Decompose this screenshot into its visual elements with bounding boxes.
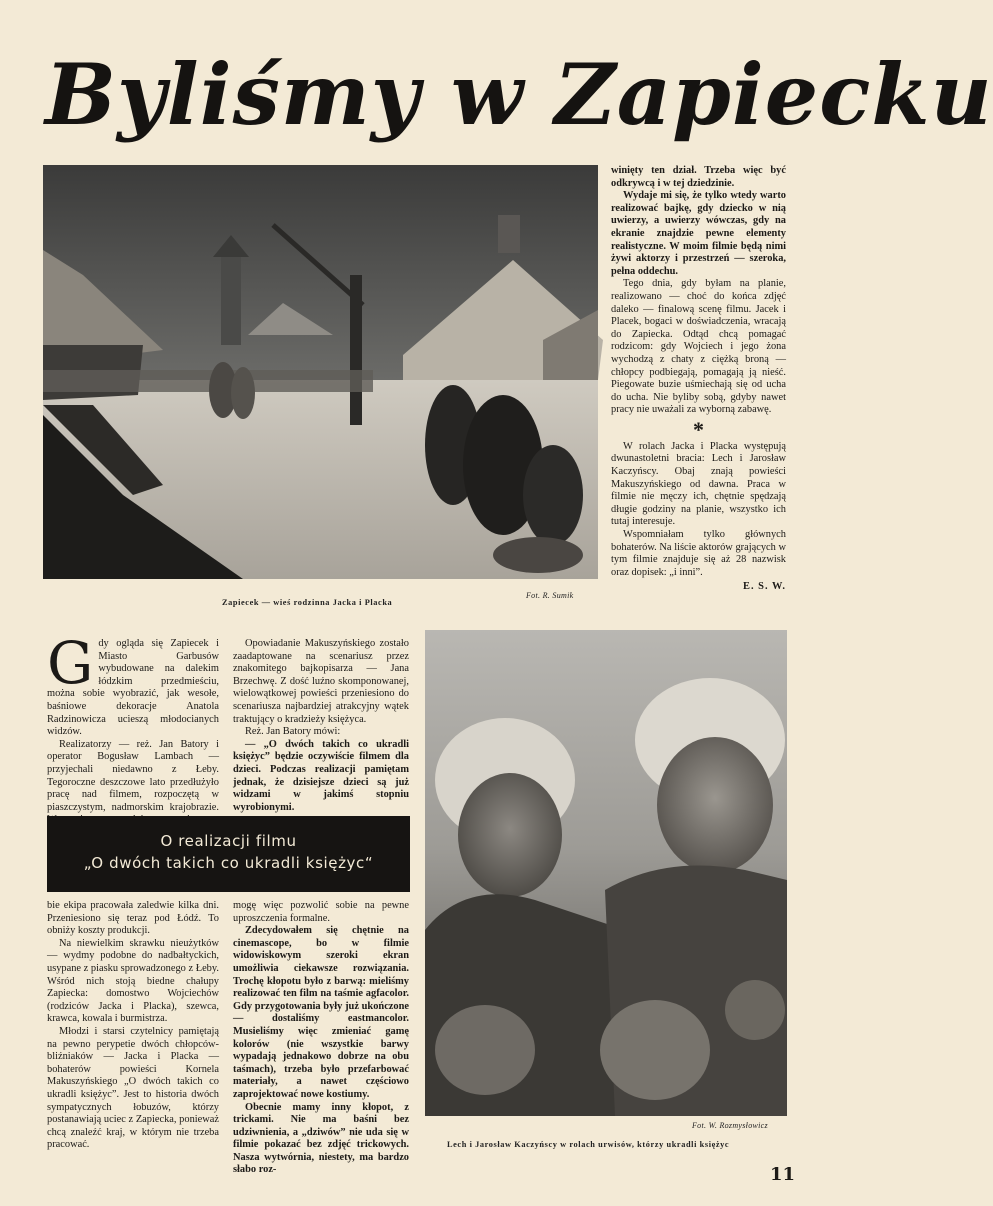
column-4-text [233,900,409,1176]
village-photo-image [43,165,598,579]
brothers-photo-credit: Fot. W. Rozmysłowicz [692,1121,768,1130]
column-2-paragraph: Opowiadanie Makuszyńskiego zostało zaadaptowane na scenariusz przez znakomitego bajkopisarza — Jana Brzechwę. Z dość luźno skomponowanej, wielowątkowej powieści przeniesiono do scenariusza najbardziej atrakcyjny wątek traktujący o kradzieży księżyca. [233,638,409,725]
right-column-paragraph: Tego dnia, gdy byłam na planie, realizowano — choć do końca zdjęć daleko — finalową scenę filmu. Jacek i Placek, bogaci w doświadczenia, wracają do Zapiecka. Odtąd chcą pomagać rodzicom: gdy Wojciech i jego żona wychodzą z chaty z ciężką broną — chłopcy podbiegają, pomagają ją nieść. Piegowate buzie uśmiechają się od ucha do ucha. Nie byliby sobą, gdyby nawet pracy nie uważali za wyborną zabawę. [611,278,786,416]
right-column-paragraph: Wspomniałam tylko głównych bohaterów. Na liście aktorów grających w tym filmie znajduje się aż 28 nazwisk oraz dopisek: „i inni”. [611,529,786,578]
column-4-paragraph: Zdecydowałem się chętnie na cinemascope, bo w filmie widowiskowym szeroki ekran umożliwia ciekawsze rozwiązania. Trochę kłopotu było z barwą: mieliśmy realizować ten film na taśmie agfacolor. Gdy przygotowania były już ukończone — dostaliśmy eastmancolor. Musieliśmy więc zmieniać gamę kolorów (nie wszystkie barwy wypadają jednakowo dobrze na obu taśmach), trzeba było przefarbować materiały, a nawet częściowo zaprojektować nowe kostiumy. [233,925,409,1100]
right-column-paragraph: winięty ten dział. Trzeba więc być odkrywcą i w tej dziedzinie. [611,165,786,189]
column-1-paragraph [47,629,219,739]
brothers-photo [425,630,787,1116]
section-heading-line-1: O realizacji filmu [160,832,297,850]
drop-cap: G [47,629,94,697]
column-1-lead-text: dy ogląda się Zapiecek i Miasto Garbusów wybudowane na dalekim łódzkim przedmieściu, można sobie wyobrazić, jak wesołe, baśniowe dekoracje Anatola Radzinowicza ucieszą młodocianych widzów. [47,638,219,738]
page-number: 11 [770,1164,796,1185]
village-photo-credit: Fot. R. Sumik [526,591,574,600]
column-1-text [47,629,219,813]
section-star: * [693,416,704,442]
column-4-paragraph: Obecnie mamy inny kłopot, z trickami. Nie ma baśni bez udziwnienia, a „dziwów” nie uda się w filmie pokazać bez zdjęć trickowych. Nasza wytwórnia, niestety, ma bardzo słabo roz- [233,1101,409,1176]
column-3-paragraph: bie ekipa pracowała zaledwie kilka dni. Przeniesiono się teraz pod Łódź. To obniży koszty produkcji. [47,900,219,937]
right-column-text [611,165,786,605]
author-signature: E. S. W. [743,581,786,593]
column-2-paragraph: Reż. Jan Batory mówi: [245,726,341,738]
brothers-photo-caption: Lech i Jarosław Kaczyńscy w rolach urwisów, którzy ukradli księżyc [447,1140,730,1149]
right-column-paragraph: Wydaje mi się, że tylko wtedy warto realizować bajkę, gdy dziecko w nią uwierzy, a uwierzy wówczas, gdy na ekranie znajdzie pewne elementy realistyczne. W moim filmie będą nimi żywi aktorzy i przestrzeń — szeroka, pełna oddechu. [611,190,786,277]
column-2-paragraph: — „O dwóch takich co ukradli księżyc” będzie oczywiście filmem dla dzieci. Podczas realizacji pamiętam jednak, że dzisiejsze dzieci są już widzami w jakimś stopniu wyrobionymi. [233,738,409,813]
section-heading-box [47,816,410,892]
column-3-paragraph: Młodzi i starsi czytelnicy pamiętają na pewno perypetie dwóch chłopców-bliźniaków — Jacka i Placka — bohaterów powieści Kornela Makuszyńskiego „O dwóch takich co ukradli księżyc”. Jest to historia dwóch sympatycznych łobuzów, którzy postanawiają uciec z Zapiecka, ponieważ chcą znaleźć kraj, w którym nie trzeba pracować. [47,1025,219,1151]
brothers-photo-image [425,630,787,1116]
column-2-text [233,638,409,813]
section-heading-line-2: „O dwóch takich co ukradli księżyc“ [83,854,374,872]
column-1-paragraph: Realizatorzy — reż. Jan Batory i operator Bogusław Lambach — przyjechali niedawno z Łeby. Tegoroczne deszczowe lato przedłużyło pracę nad filmem, rozpoczętą w piaszczystym, nadmorskim krajobrazie. [47,738,219,813]
village-photo [43,165,598,579]
article-title: Byliśmy w Zapiecku [45,45,993,144]
column-3-text [47,900,219,1151]
right-column-paragraph: W rolach Jacka i Placka występują dwunastoletni bracia: Lech i Jarosław Kaczyńscy. Obaj znają powieści Makuszyńskiego od dawna. Praca w filmie nie męczy ich, chętnie spędzają długie godziny na planie, wszystko ich tutaj interesuje. [611,440,786,528]
village-photo-caption: Zapiecek — wieś rodzinna Jacka i Placka [222,598,393,607]
column-4-paragraph: mogę więc pozwolić sobie na pewne uproszczenia formalne. [233,900,409,924]
column-3-paragraph: Na niewielkim skrawku nieużytków — wydmy podobne do nadbałtyckich, usypane z piasku sprowadzonego z Łeby. Wśród nich stoją biedne chałupy Zapiecka: domostwo Wojciechów (rodziców Jacka i Placka), szewca, krawca, kowala i burmistrza. [47,937,219,1025]
